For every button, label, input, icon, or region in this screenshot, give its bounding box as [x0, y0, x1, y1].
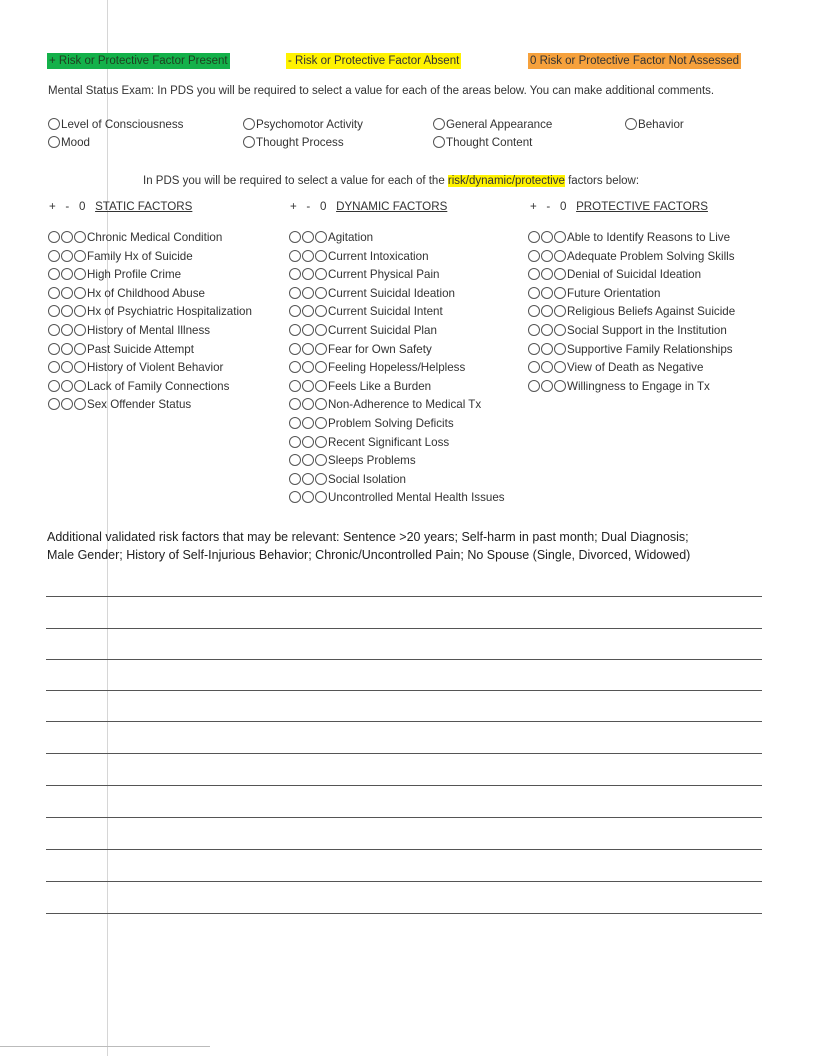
- dynamic-factor-row[interactable]: [289, 472, 505, 491]
- dynamic-factor-row[interactable]: [289, 416, 505, 435]
- radio-circle-icon[interactable]: [289, 491, 301, 503]
- radio-circle-icon[interactable]: [554, 268, 566, 280]
- comment-line[interactable]: [46, 881, 762, 882]
- dynamic-factor-label: Recent Significant Loss: [328, 435, 450, 449]
- static-factor-row[interactable]: [48, 230, 252, 249]
- radio-circle-icon[interactable]: [289, 380, 301, 392]
- radio-circle-icon[interactable]: [74, 361, 86, 373]
- dynamic-factor-row[interactable]: [289, 360, 505, 379]
- dynamic-factor-row[interactable]: [289, 230, 505, 249]
- radio-circle-icon[interactable]: [74, 398, 86, 410]
- comment-line[interactable]: [46, 628, 762, 629]
- mse-item-general-appearance[interactable]: General Appearance: [433, 117, 552, 132]
- radio-circle-icon[interactable]: [61, 287, 73, 299]
- radio-circle-icon[interactable]: [302, 250, 314, 262]
- static-factor-label: Family Hx of Suicide: [87, 249, 193, 263]
- radio-circle-icon[interactable]: [61, 380, 73, 392]
- radio-circle-icon[interactable]: [554, 250, 566, 262]
- protective-factor-label: Social Support in the Institution: [567, 323, 727, 337]
- static-factor-row[interactable]: [48, 360, 252, 379]
- radio-circle-icon[interactable]: [315, 454, 327, 466]
- radio-circle-icon[interactable]: [61, 268, 73, 280]
- radio-circle-icon[interactable]: [243, 118, 255, 130]
- radio-circle-icon[interactable]: [315, 398, 327, 410]
- protective-factor-label: View of Death as Negative: [567, 361, 704, 375]
- comment-line[interactable]: [46, 849, 762, 850]
- static-factor-row[interactable]: [48, 323, 252, 342]
- radio-circle-icon[interactable]: [48, 268, 60, 280]
- radio-circle-icon[interactable]: [541, 324, 553, 336]
- radio-circle-icon[interactable]: [289, 268, 301, 280]
- dynamic-factor-label: Feels Like a Burden: [328, 379, 432, 393]
- static-factor-label: Hx of Psychiatric Hospitalization: [87, 305, 252, 319]
- dynamic-factor-row[interactable]: [289, 249, 505, 268]
- dynamic-factor-label: Sleeps Problems: [328, 454, 416, 468]
- radio-circle-icon[interactable]: [315, 287, 327, 299]
- factors-intro: In PDS you will be required to select a value for each of the risk/dynamic/protective factors below:: [143, 175, 640, 187]
- protective-factor-row[interactable]: [528, 323, 735, 342]
- dynamic-factors-list: [289, 230, 505, 509]
- dynamic-factor-row[interactable]: [289, 397, 505, 416]
- radio-circle-icon[interactable]: [554, 380, 566, 392]
- protective-factor-row[interactable]: [528, 342, 735, 361]
- protective-factor-label: Able to Identify Reasons to Live: [567, 231, 731, 244]
- comment-line[interactable]: [46, 690, 762, 691]
- radio-circle-icon[interactable]: [554, 305, 566, 317]
- dynamic-factor-label: Problem Solving Deficits: [328, 416, 454, 430]
- radio-circle-icon[interactable]: [315, 231, 327, 243]
- radio-circle-icon[interactable]: [48, 343, 60, 355]
- radio-circle-icon[interactable]: [625, 118, 637, 130]
- radio-circle-icon[interactable]: [302, 473, 314, 485]
- radio-circle-icon[interactable]: [315, 361, 327, 373]
- dynamic-factor-label: Non-Adherence to Medical Tx: [328, 398, 482, 412]
- static-factors-title: STATIC FACTORS: [95, 200, 193, 213]
- radio-circle-icon[interactable]: [541, 361, 553, 373]
- radio-circle-icon[interactable]: [302, 343, 314, 355]
- radio-circle-icon[interactable]: [61, 324, 73, 336]
- mse-item-thought-process[interactable]: Thought Process: [243, 135, 344, 150]
- mse-intro: Mental Status Exam: In PDS you will be required to select a value for each of the areas below. You can make additional comments.: [48, 85, 715, 97]
- radio-circle-icon[interactable]: [541, 305, 553, 317]
- radio-circle-icon[interactable]: [302, 361, 314, 373]
- radio-circle-icon[interactable]: [74, 305, 86, 317]
- static-factor-label: Hx of Childhood Abuse: [87, 286, 205, 300]
- radio-circle-icon[interactable]: [528, 231, 540, 243]
- radio-circle-icon[interactable]: [61, 305, 73, 317]
- mse-item-level-of-consciousness[interactable]: Level of Consciousness: [48, 117, 183, 132]
- additional-factors-line-2: Male Gender; History of Self-Injurious Behavior; Chronic/Uncontrolled Pain; No Spouse (Single, Divorced, Widowed): [47, 548, 691, 562]
- radio-circle-icon[interactable]: [541, 268, 553, 280]
- dynamic-factor-row[interactable]: [289, 379, 505, 398]
- protective-factor-row[interactable]: [528, 230, 735, 249]
- radio-circle-icon[interactable]: [315, 473, 327, 485]
- radio-circle-icon[interactable]: [61, 398, 73, 410]
- radio-circle-icon[interactable]: [243, 136, 255, 148]
- radio-circle-icon[interactable]: [528, 324, 540, 336]
- static-factor-row[interactable]: [48, 267, 252, 286]
- dynamic-factor-row[interactable]: [289, 286, 505, 305]
- radio-circle-icon[interactable]: [48, 287, 60, 299]
- additional-factors-line-1: Additional validated risk factors that may be relevant: Sentence >20 years; Self-harm in past month; Dual Diagnosis;: [47, 530, 689, 544]
- mse-item-thought-content[interactable]: Thought Content: [433, 135, 532, 150]
- mse-item-psychomotor-activity[interactable]: Psychomotor Activity: [243, 117, 363, 132]
- dynamic-factor-row[interactable]: [289, 453, 505, 472]
- radio-circle-icon[interactable]: [315, 417, 327, 429]
- radio-circle-icon[interactable]: [74, 287, 86, 299]
- radio-circle-icon[interactable]: [74, 343, 86, 355]
- static-factor-label: Sex Offender Status: [87, 398, 192, 412]
- radio-circle-icon[interactable]: [61, 343, 73, 355]
- radio-circle-icon[interactable]: [433, 118, 445, 130]
- radio-circle-icon[interactable]: [541, 250, 553, 262]
- radio-circle-icon[interactable]: [289, 343, 301, 355]
- radio-circle-icon[interactable]: [302, 268, 314, 280]
- comment-line[interactable]: [46, 753, 762, 754]
- comment-line[interactable]: [46, 817, 762, 818]
- protective-factor-row[interactable]: [528, 267, 735, 286]
- radio-circle-icon[interactable]: [302, 436, 314, 448]
- radio-circle-icon[interactable]: [61, 231, 73, 243]
- radio-circle-icon[interactable]: [528, 268, 540, 280]
- radio-circle-icon[interactable]: [48, 324, 60, 336]
- radio-circle-icon[interactable]: [302, 305, 314, 317]
- radio-circle-icon[interactable]: [302, 398, 314, 410]
- static-factor-label: High Profile Crime: [87, 268, 182, 282]
- protective-factor-label: Willingness to Engage in Tx: [567, 379, 710, 393]
- radio-circle-icon[interactable]: [289, 324, 301, 336]
- dynamic-factor-row[interactable]: [289, 435, 505, 454]
- comment-line[interactable]: [46, 596, 762, 597]
- static-factor-row[interactable]: [48, 286, 252, 305]
- static-factor-label: Past Suicide Attempt: [87, 342, 194, 356]
- radio-circle-icon[interactable]: [61, 361, 73, 373]
- protective-factor-row[interactable]: [528, 249, 735, 268]
- radio-circle-icon[interactable]: [48, 380, 60, 392]
- dynamic-factor-label: Current Suicidal Plan: [328, 323, 437, 337]
- radio-circle-icon[interactable]: [48, 250, 60, 262]
- static-factor-row[interactable]: [48, 249, 252, 268]
- protective-factor-label: Future Orientation: [567, 286, 661, 300]
- comment-line[interactable]: [46, 913, 762, 914]
- radio-circle-icon[interactable]: [315, 324, 327, 336]
- radio-circle-icon[interactable]: [302, 491, 314, 503]
- dynamic-factor-row[interactable]: [289, 342, 505, 361]
- protective-factor-label: Adequate Problem Solving Skills: [567, 249, 735, 263]
- radio-circle-icon[interactable]: [528, 305, 540, 317]
- dynamic-header: + - 0 DYNAMIC FACTORS: [290, 200, 448, 213]
- radio-circle-icon[interactable]: [554, 361, 566, 373]
- dynamic-factor-row[interactable]: [289, 304, 505, 323]
- radio-circle-icon[interactable]: [48, 231, 60, 243]
- comment-line[interactable]: [46, 721, 762, 722]
- radio-circle-icon[interactable]: [528, 250, 540, 262]
- radio-circle-icon[interactable]: [74, 324, 86, 336]
- legend-absent: - Risk or Protective Factor Absent: [288, 55, 460, 67]
- radio-circle-icon[interactable]: [74, 231, 86, 243]
- radio-circle-icon[interactable]: [554, 324, 566, 336]
- radio-circle-icon[interactable]: [302, 417, 314, 429]
- radio-circle-icon[interactable]: [302, 454, 314, 466]
- protective-factors-list: [528, 230, 735, 397]
- dynamic-factor-label: Current Physical Pain: [328, 268, 440, 282]
- radio-circle-icon[interactable]: [289, 454, 301, 466]
- radio-circle-icon[interactable]: [289, 305, 301, 317]
- protective-header: + - 0 PROTECTIVE FACTORS: [530, 200, 708, 213]
- radio-circle-icon[interactable]: [289, 417, 301, 429]
- protective-factors-title: PROTECTIVE FACTORS: [576, 200, 708, 213]
- protective-factor-row[interactable]: [528, 360, 735, 379]
- static-factor-row[interactable]: [48, 379, 252, 398]
- protective-factor-label: Denial of Suicidal Ideation: [567, 268, 702, 282]
- radio-circle-icon[interactable]: [48, 305, 60, 317]
- static-factor-row[interactable]: [48, 304, 252, 323]
- radio-circle-icon[interactable]: [315, 436, 327, 448]
- radio-circle-icon[interactable]: [74, 268, 86, 280]
- comment-line[interactable]: [46, 785, 762, 786]
- dynamic-factor-label: Social Isolation: [328, 472, 406, 486]
- radio-circle-icon[interactable]: [289, 287, 301, 299]
- radio-circle-icon[interactable]: [315, 380, 327, 392]
- radio-circle-icon[interactable]: [74, 380, 86, 392]
- radio-circle-icon[interactable]: [302, 324, 314, 336]
- static-factor-label: Chronic Medical Condition: [87, 231, 223, 244]
- factors-intro-highlight: risk/dynamic/protective: [447, 175, 565, 187]
- legend-present: + Risk or Protective Factor Present: [49, 55, 228, 67]
- radio-circle-icon[interactable]: [48, 361, 60, 373]
- dynamic-factor-row[interactable]: [289, 323, 505, 342]
- radio-circle-icon[interactable]: [74, 250, 86, 262]
- comment-line[interactable]: [46, 659, 762, 660]
- static-header: + - 0 STATIC FACTORS: [49, 200, 193, 213]
- radio-circle-icon[interactable]: [554, 231, 566, 243]
- dynamic-factor-label: Current Suicidal Intent: [328, 305, 443, 319]
- radio-circle-icon[interactable]: [528, 380, 540, 392]
- radio-circle-icon[interactable]: [289, 250, 301, 262]
- dynamic-factor-row[interactable]: [289, 267, 505, 286]
- radio-circle-icon[interactable]: [315, 491, 327, 503]
- mse-item-mood[interactable]: Mood: [48, 135, 90, 150]
- static-factors-list: [48, 230, 252, 416]
- radio-circle-icon[interactable]: [48, 136, 60, 148]
- legend-not-assessed: 0 Risk or Protective Factor Not Assessed: [530, 55, 739, 67]
- dynamic-factor-label: Feeling Hopeless/Helpless: [328, 361, 466, 375]
- radio-circle-icon[interactable]: [315, 305, 327, 317]
- radio-circle-icon[interactable]: [315, 268, 327, 280]
- radio-circle-icon[interactable]: [528, 287, 540, 299]
- radio-circle-icon[interactable]: [528, 361, 540, 373]
- radio-circle-icon[interactable]: [541, 380, 553, 392]
- protective-factor-label: Supportive Family Relationships: [567, 342, 733, 356]
- dynamic-factor-label: Current Suicidal Ideation: [328, 286, 455, 300]
- static-factor-label: History of Mental Illness: [87, 323, 211, 337]
- scan-edge-line: [0, 1046, 210, 1047]
- radio-circle-icon[interactable]: [302, 231, 314, 243]
- radio-circle-icon[interactable]: [289, 361, 301, 373]
- radio-circle-icon[interactable]: [48, 118, 60, 130]
- protective-factor-row[interactable]: [528, 286, 735, 305]
- radio-circle-icon[interactable]: [541, 231, 553, 243]
- dynamic-factor-label: Current Intoxication: [328, 249, 429, 263]
- radio-circle-icon[interactable]: [541, 343, 553, 355]
- radio-circle-icon[interactable]: [528, 343, 540, 355]
- dynamic-factor-label: Fear for Own Safety: [328, 342, 432, 356]
- mse-item-behavior[interactable]: Behavior: [625, 117, 684, 132]
- radio-circle-icon[interactable]: [302, 380, 314, 392]
- radio-circle-icon[interactable]: [315, 250, 327, 262]
- radio-circle-icon[interactable]: [289, 398, 301, 410]
- dynamic-factor-label: Agitation: [328, 231, 374, 244]
- radio-circle-icon[interactable]: [554, 343, 566, 355]
- static-factor-label: History of Violent Behavior: [87, 361, 224, 375]
- additional-factors: [47, 528, 690, 564]
- static-factor-row[interactable]: [48, 342, 252, 361]
- radio-circle-icon[interactable]: [61, 250, 73, 262]
- dynamic-factor-row[interactable]: [289, 490, 505, 509]
- protective-factor-label: Religious Beliefs Against Suicide: [567, 305, 736, 319]
- radio-circle-icon[interactable]: [48, 398, 60, 410]
- radio-circle-icon[interactable]: [433, 136, 445, 148]
- protective-factor-row[interactable]: [528, 379, 735, 398]
- static-factor-label: Lack of Family Connections: [87, 379, 230, 393]
- protective-factor-row[interactable]: [528, 304, 735, 323]
- dynamic-factor-label: Uncontrolled Mental Health Issues: [328, 491, 505, 505]
- radio-circle-icon[interactable]: [289, 473, 301, 485]
- radio-circle-icon[interactable]: [541, 287, 553, 299]
- radio-circle-icon[interactable]: [554, 287, 566, 299]
- radio-circle-icon[interactable]: [315, 343, 327, 355]
- radio-circle-icon[interactable]: [302, 287, 314, 299]
- dynamic-factors-title: DYNAMIC FACTORS: [336, 200, 448, 213]
- radio-circle-icon[interactable]: [289, 436, 301, 448]
- radio-circle-icon[interactable]: [289, 231, 301, 243]
- static-factor-row[interactable]: [48, 397, 252, 416]
